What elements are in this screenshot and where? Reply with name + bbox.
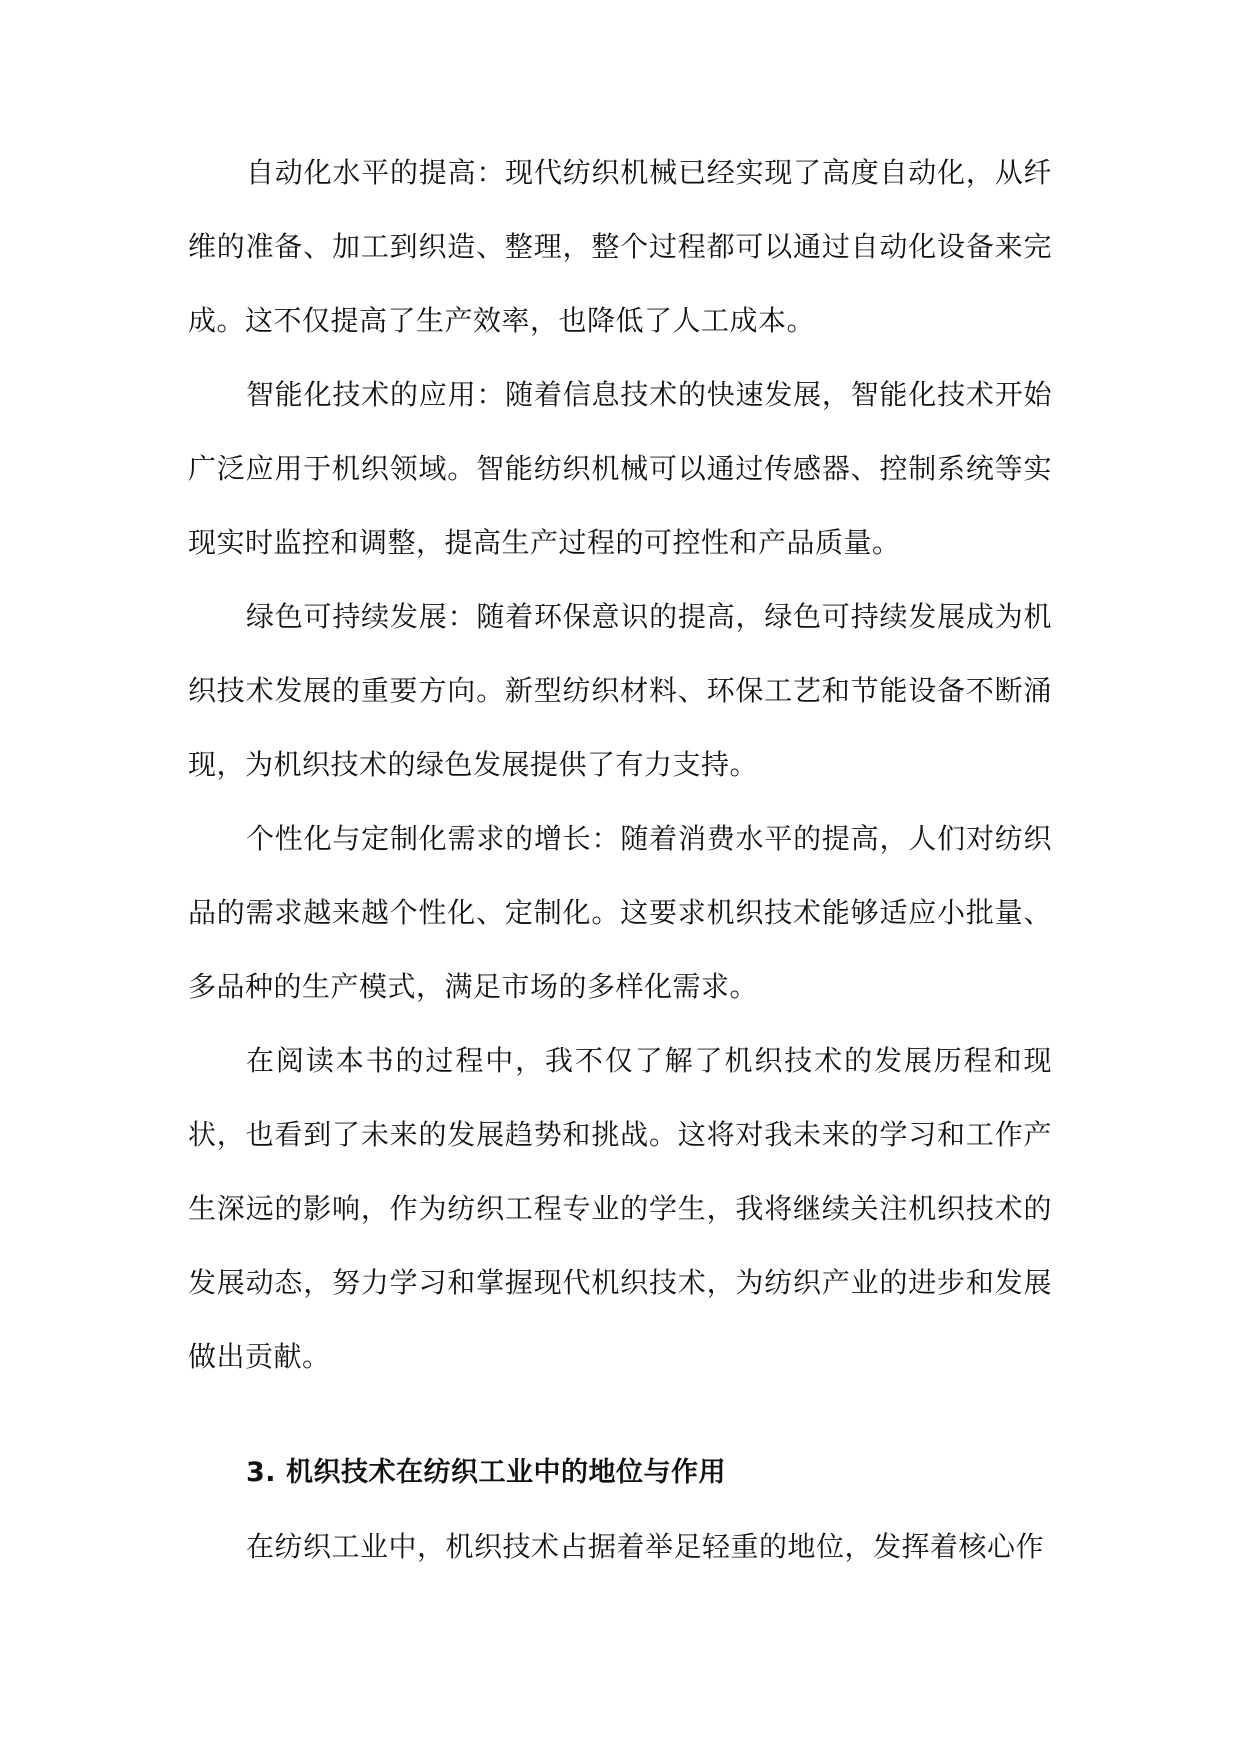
paragraph-intelligent-tech: 智能化技术的应用：随着信息技术的快速发展，智能化技术开始广泛应用于机织领域。智能纺织机械可以通过传感器、控制系统等实现实时监控和调整，提高生产过程的可控性和产品质量。: [188, 378, 1052, 559]
section-heading: [246, 1436, 726, 1510]
paragraph-automation: 自动化水平的提高：现代纺织机械已经实现了高度自动化，从纤维的准备、加工到织造、整理，整个过程都可以通过自动化设备来完成。这不仅提高了生产效率，也降低了人工成本。: [188, 156, 1052, 337]
section-number: 3.: [246, 1457, 277, 1488]
paragraph-customization: 个性化与定制化需求的增长：随着消费水平的提高，人们对纺织品的需求越来越个性化、定制化。这要求机织技术能够适应小批量、多品种的生产模式，满足市场的多样化需求。: [188, 822, 1052, 1003]
section-title: 机织技术在纺织工业中的地位与作用: [286, 1457, 727, 1488]
paragraph-green-development: 绿色可持续发展：随着环保意识的提高，绿色可持续发展成为机织技术发展的重要方向。新型纺织材料、环保工艺和节能设备不断涌现，为机织技术的绿色发展提供了有力支持。: [188, 600, 1052, 781]
paragraph-reading-reflection: 在阅读本书的过程中，我不仅了解了机织技术的发展历程和现状，也看到了未来的发展趋势和挑战。这将对我未来的学习和工作产生深远的影响，作为纺织工程专业的学生，我将继续关注机织技术的发展动态，努力学习和掌握现代机织技术，为纺织产业的进步和发展做出贡献。: [188, 1044, 1052, 1373]
paragraph-section-intro: 在纺织工业中，机织技术占据着举足轻重的地位，发挥着核心作: [246, 1530, 1045, 1563]
